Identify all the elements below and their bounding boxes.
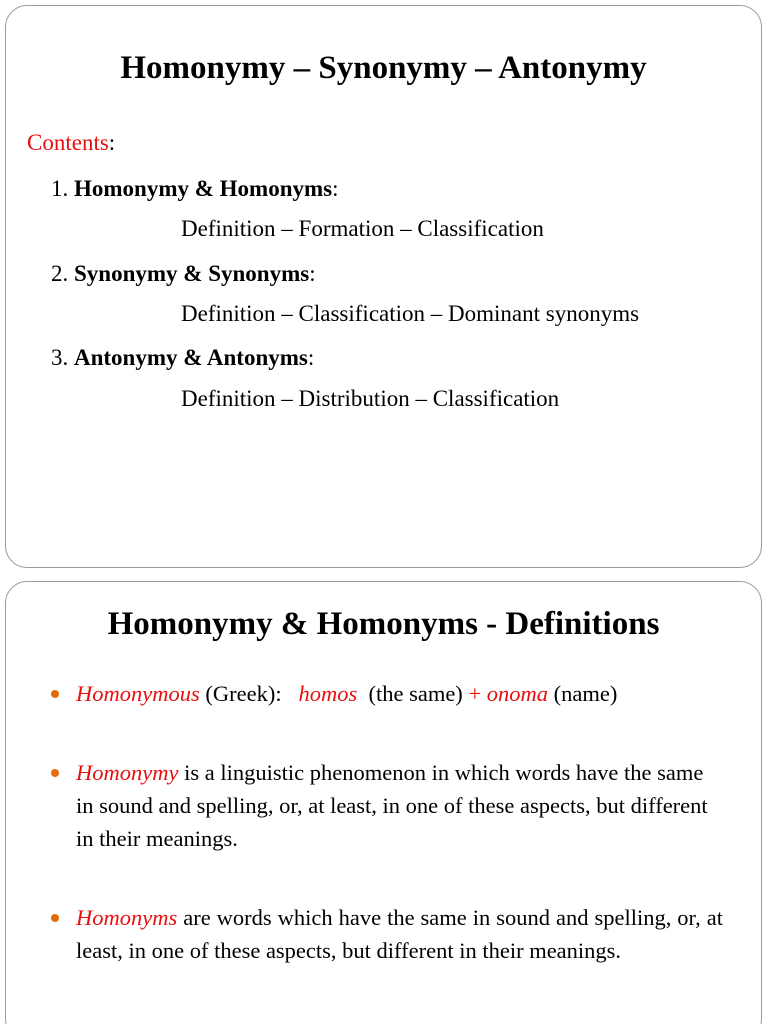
contents-item-1 (51, 176, 339, 202)
bullet-item-1 (53, 677, 723, 710)
term-homonymy: Homonymy (76, 760, 179, 785)
contents-item-3-sub: Definition – Distribution – Classification (181, 386, 560, 411)
bullet-item-3 (53, 901, 723, 967)
slide-title: Homonymy – Synonymy – Antonymy (120, 50, 647, 86)
contents-item-2-sub: Definition – Classification – Dominant synonyms (181, 301, 640, 326)
slide-definitions (5, 581, 762, 1024)
contents-colon: : (108, 130, 116, 155)
term-homonymous: Homonymous (76, 681, 200, 706)
term-homos: homos (298, 681, 358, 706)
greek-text: (Greek): (199, 681, 299, 706)
item-colon: : (309, 261, 316, 286)
term-onoma: onoma (486, 681, 549, 706)
bullet-dot-icon (51, 914, 59, 922)
contents-item-1-sub: Definition – Formation – Classification (181, 216, 544, 241)
contents-item-3 (51, 345, 314, 371)
bullet-dot-icon (51, 690, 59, 698)
name-text: (name) (548, 681, 618, 706)
homonymy-definition: is a linguistic phenomenon in which words have the same in sound and spelling, or, at least, in one of these aspects, but different in their meanings. (76, 760, 708, 851)
bullet-dot-icon (51, 769, 59, 777)
homonyms-definition: are words which have the same in sound and spelling, or, at least, in one of these aspects, but different in their meanings. (76, 905, 723, 963)
the-same-text: (the same) (357, 681, 469, 706)
item-colon: : (307, 345, 315, 370)
item-label: Synonymy & Synonyms (74, 261, 310, 286)
slide-title: Homonymy & Homonyms - Definitions (107, 606, 660, 642)
slide-contents (5, 5, 762, 568)
item-label: Antonymy & Antonyms (74, 345, 308, 370)
contents-heading (27, 130, 115, 156)
contents-label: Contents (27, 130, 109, 155)
plus-sign: + (468, 681, 487, 706)
bullet-item-2 (53, 756, 723, 855)
item-number: 2. (51, 261, 69, 286)
item-number: 3. (51, 345, 69, 370)
contents-item-2 (51, 261, 316, 287)
term-homonyms: Homonyms (76, 905, 178, 930)
item-colon: : (332, 176, 339, 201)
item-label: Homonymy & Homonyms (74, 176, 333, 201)
item-number: 1. (51, 176, 69, 201)
